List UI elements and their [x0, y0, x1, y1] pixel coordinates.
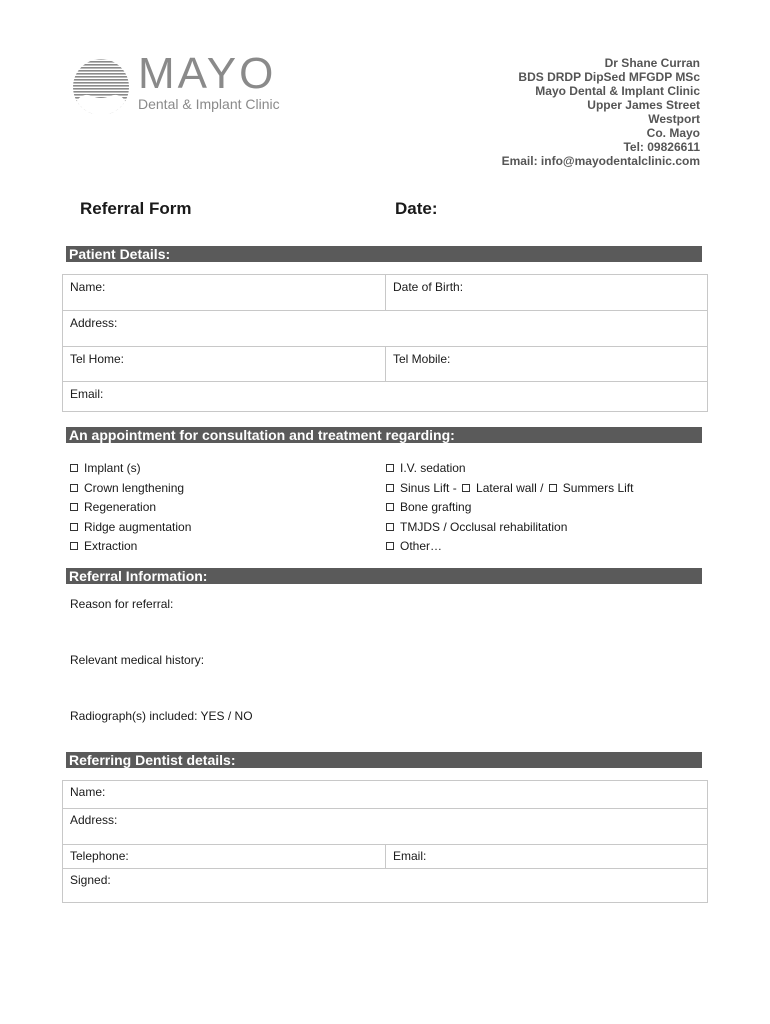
field-label: Signed:	[70, 873, 111, 887]
field-label: Tel Home:	[70, 352, 125, 366]
checkbox-icon	[462, 484, 470, 492]
checkbox-icon	[70, 523, 78, 531]
checkbox-other[interactable]: Other…	[386, 537, 633, 557]
contact-line: Co. Mayo	[646, 126, 700, 140]
logo-wordmark: MAYO	[138, 49, 277, 98]
field-label: Email:	[70, 387, 104, 401]
reason-for-referral-label: Reason for referral:	[70, 597, 174, 611]
contact-line: Upper James Street	[587, 98, 700, 112]
checkbox-icon	[386, 542, 394, 550]
checkbox-icon	[549, 484, 557, 492]
patient-name-field[interactable]	[63, 275, 385, 310]
contact-line: Email: info@mayodentalclinic.com	[501, 154, 700, 168]
checkbox-icon	[70, 503, 78, 511]
checkbox-regeneration[interactable]: Regeneration	[70, 498, 191, 518]
treatment-checklist-right	[386, 459, 633, 557]
dentist-email-field[interactable]	[385, 845, 707, 868]
checkbox-crown-lengthening[interactable]: Crown lengthening	[70, 479, 191, 499]
table-row	[63, 844, 707, 868]
treatment-checklist-left	[70, 459, 191, 557]
referring-dentist-table	[62, 780, 708, 903]
contact-line: Tel: 09826611	[623, 140, 700, 154]
contact-line: Dr Shane Curran	[604, 56, 700, 70]
checkbox-icon	[386, 503, 394, 511]
checkbox-extraction[interactable]: Extraction	[70, 537, 191, 557]
date-label: Date:	[395, 199, 438, 218]
field-label: Email:	[393, 849, 427, 863]
dentist-telephone-field[interactable]	[63, 845, 385, 868]
clinic-logo	[72, 49, 302, 116]
checkbox-icon	[70, 542, 78, 550]
checkbox-icon	[386, 523, 394, 531]
logo-tooth-icon	[72, 58, 130, 116]
medical-history-label: Relevant medical history:	[70, 653, 205, 667]
table-row	[63, 346, 707, 381]
field-label: Address:	[70, 316, 118, 330]
dentist-name-field[interactable]	[63, 781, 707, 808]
contact-line: Mayo Dental & Implant Clinic	[535, 84, 700, 98]
checkbox-implant[interactable]: Implant (s)	[70, 459, 191, 479]
table-row	[63, 275, 707, 310]
dentist-address-field[interactable]	[63, 808, 707, 844]
referring-dentist-header: Referring Dentist details:	[66, 752, 702, 768]
checkbox-tmjds[interactable]: TMJDS / Occlusal rehabilitation	[386, 518, 633, 538]
checkbox-icon	[70, 484, 78, 492]
checkbox-iv-sedation[interactable]: I.V. sedation	[386, 459, 633, 479]
dentist-signed-field[interactable]	[63, 868, 707, 902]
patient-dob-field[interactable]	[385, 275, 707, 310]
sinus-lift-row	[386, 479, 633, 499]
patient-address-field[interactable]	[63, 310, 707, 346]
contact-line: Westport	[648, 112, 700, 126]
checkbox-icon	[386, 464, 394, 472]
field-label: Address:	[70, 813, 118, 827]
form-title: Referral Form	[80, 199, 192, 218]
patient-tel-mobile-field[interactable]	[385, 347, 707, 381]
checkbox-summers-lift[interactable]: Summers Lift	[547, 481, 634, 495]
checkbox-sinus-lift[interactable]: Sinus Lift -	[386, 481, 457, 495]
field-label: Name:	[70, 785, 106, 799]
checkbox-icon	[70, 464, 78, 472]
checkbox-lateral-wall[interactable]: Lateral wall /	[460, 481, 543, 495]
checkbox-bone-grafting[interactable]: Bone grafting	[386, 498, 633, 518]
patient-details-table	[62, 274, 708, 412]
clinic-contact-block	[502, 56, 700, 168]
patient-email-field[interactable]	[63, 381, 707, 411]
referral-information-header: Referral Information:	[66, 568, 702, 584]
contact-line: BDS DRDP DipSed MFGDP MSc	[518, 70, 700, 84]
patient-details-header: Patient Details:	[66, 246, 702, 262]
checkbox-ridge-augmentation[interactable]: Ridge augmentation	[70, 518, 191, 538]
patient-tel-home-field[interactable]	[63, 347, 385, 381]
field-label: Telephone:	[70, 849, 129, 863]
logo-subtitle: Dental & Implant Clinic	[138, 96, 280, 112]
radiographs-label: Radiograph(s) included: YES / NO	[70, 709, 253, 723]
field-label: Name:	[70, 280, 106, 294]
appointment-header: An appointment for consultation and treatment regarding:	[66, 427, 702, 443]
field-label: Tel Mobile:	[393, 352, 451, 366]
field-label: Date of Birth:	[393, 280, 464, 294]
checkbox-icon	[386, 484, 394, 492]
